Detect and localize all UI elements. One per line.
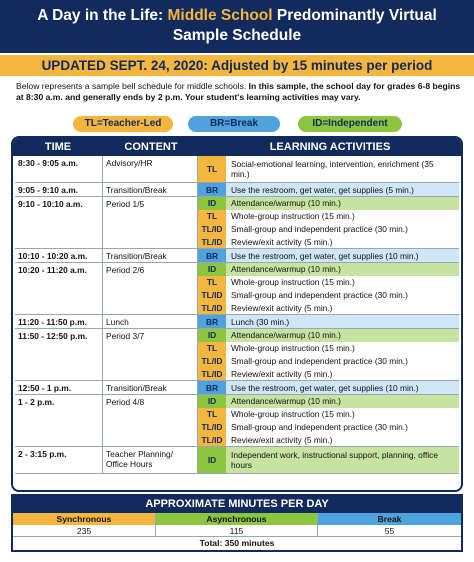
minutes-title: APPROXIMATE MINUTES PER DAY	[13, 496, 461, 513]
row-activities	[198, 329, 459, 380]
title-prefix: A Day in the Life:	[37, 7, 168, 24]
row-activities	[198, 381, 459, 394]
activity-tag: TL	[198, 156, 226, 182]
activity-item	[198, 433, 459, 446]
activity-item	[198, 249, 459, 262]
schedule-row	[15, 329, 459, 381]
row-activities	[198, 156, 459, 182]
activity-description: Whole-group instruction (15 min.)	[226, 210, 459, 223]
schedule-row	[15, 156, 459, 183]
activity-item	[198, 315, 459, 328]
row-time: 11:50 - 12:50 p.m.	[15, 329, 103, 380]
activity-description: Review/exit activity (5 min.)	[226, 235, 459, 248]
activity-tag: TL/ID	[198, 235, 226, 248]
activity-description: Small-group and independent practice (30 min.)	[226, 355, 459, 368]
row-time: 9:10 - 10:10 a.m.	[15, 197, 103, 248]
row-activities	[198, 197, 459, 248]
synchronous-label: Synchronous	[13, 513, 155, 525]
schedule-row	[15, 381, 459, 395]
row-activities	[198, 263, 459, 314]
break-value: 55	[318, 525, 461, 537]
schedule-row	[15, 197, 459, 249]
row-content: Lunch	[103, 315, 198, 328]
activity-item	[198, 183, 459, 196]
activity-tag: ID	[198, 329, 226, 342]
row-content: Period 2/6	[103, 263, 198, 314]
activity-item	[198, 367, 459, 380]
schedule-rows	[15, 156, 459, 474]
activity-item	[198, 235, 459, 248]
activity-description: Independent work, instructional support, planning, office hours	[226, 447, 459, 473]
row-time: 8:30 - 9:05 a.m.	[15, 156, 103, 182]
schedule-row	[15, 447, 459, 474]
activity-tag: TL	[198, 276, 226, 289]
activity-description: Whole-group instruction (15 min.)	[226, 276, 459, 289]
activity-description: Review/exit activity (5 min.)	[226, 433, 459, 446]
intro-plain: Below represents a sample bell schedule for middle schools.	[16, 81, 249, 91]
activity-description: Small-group and independent practice (30 min.)	[226, 223, 459, 236]
activity-tag: TL/ID	[198, 421, 226, 434]
row-content: Transition/Break	[103, 381, 198, 394]
title-highlight: Middle School	[167, 7, 273, 24]
activity-tag: TL/ID	[198, 433, 226, 446]
activity-tag: TL/ID	[198, 301, 226, 314]
intro-bold: In this sample, the school day for grades 6-8 begins at 8:30 a.m. and generally ends by 2 p.m. Your student's learning activities may vary.	[16, 81, 461, 102]
row-time: 10:10 - 10:20 a.m.	[15, 249, 103, 262]
activity-item	[198, 355, 459, 368]
schedule-row	[15, 315, 459, 329]
row-time: 10:20 - 11:20 a.m.	[15, 263, 103, 314]
minutes-total: Total: 350 minutes	[199, 538, 275, 548]
row-content: Period 4/8	[103, 395, 198, 446]
activity-item	[198, 156, 459, 182]
activity-item	[198, 301, 459, 314]
activity-description: Review/exit activity (5 min.)	[226, 301, 459, 314]
row-time: 1 - 2 p.m.	[15, 395, 103, 446]
activity-description: Small-group and independent practice (30 min.)	[226, 421, 459, 434]
activity-item	[198, 210, 459, 223]
row-content: Transition/Break	[103, 183, 198, 196]
updated-banner: UPDATED SEPT. 24, 2020: Adjusted by 15 minutes per period	[0, 55, 474, 76]
activity-item	[198, 395, 459, 408]
activity-tag: TL	[198, 210, 226, 223]
activity-description: Use the restroom, get water, get supplies (10 min.)	[226, 381, 459, 394]
activity-tag: BR	[198, 183, 226, 196]
activity-description: Attendance/warmup (10 min.)	[226, 395, 459, 408]
activity-item	[198, 197, 459, 210]
schedule-row	[15, 183, 459, 197]
activity-description: Attendance/warmup (10 min.)	[226, 329, 459, 342]
activity-tag: ID	[198, 447, 226, 473]
activity-tag: TL/ID	[198, 223, 226, 236]
row-activities	[198, 395, 459, 446]
activity-tag: TL	[198, 342, 226, 355]
activity-description: Review/exit activity (5 min.)	[226, 367, 459, 380]
activity-tag: ID	[198, 395, 226, 408]
schedule-row	[15, 395, 459, 447]
activity-item	[198, 447, 459, 473]
page-subtitle: Sample Schedule	[172, 27, 302, 44]
activity-item	[198, 421, 459, 434]
activity-tag: BR	[198, 249, 226, 262]
row-activities	[198, 447, 459, 473]
row-content: Period 3/7	[103, 329, 198, 380]
schedule-row	[15, 263, 459, 315]
page-title	[0, 0, 474, 26]
row-activities	[198, 183, 459, 196]
activity-tag: TL	[198, 408, 226, 421]
break-label: Break	[318, 513, 461, 525]
header-content: CONTENT	[103, 138, 199, 156]
page-header	[0, 0, 474, 53]
activity-description: Attendance/warmup (10 min.)	[226, 263, 459, 276]
row-time: 12:50 - 1 p.m.	[15, 381, 103, 394]
row-time: 2 - 3:15 p.m.	[15, 447, 103, 473]
activity-item	[198, 342, 459, 355]
activity-item	[198, 263, 459, 276]
activity-tag: BR	[198, 315, 226, 328]
asynchronous-column	[155, 513, 317, 537]
title-suffix: Predominantly Virtual	[272, 7, 437, 24]
activity-item	[198, 408, 459, 421]
legend-teacher-led: TL=Teacher-Led	[73, 116, 173, 132]
activity-description: Whole-group instruction (15 min.)	[226, 342, 459, 355]
synchronous-column	[13, 513, 155, 537]
row-content: Teacher Planning/ Office Hours	[103, 447, 198, 473]
legend-independent: ID=Independent	[298, 116, 402, 132]
row-content: Period 1/5	[103, 197, 198, 248]
activity-description: Small-group and independent practice (30 min.)	[226, 289, 459, 302]
activity-description: Whole-group instruction (15 min.)	[226, 408, 459, 421]
activity-tag: BR	[198, 381, 226, 394]
intro-text	[16, 81, 466, 103]
row-time: 11:20 - 11:50 p.m.	[15, 315, 103, 328]
synchronous-value: 235	[13, 525, 155, 537]
asynchronous-label: Asynchronous	[156, 513, 317, 525]
activity-tag: TL/ID	[198, 367, 226, 380]
minutes-summary	[11, 494, 463, 552]
activity-item	[198, 276, 459, 289]
activity-tag: ID	[198, 263, 226, 276]
activity-item	[198, 223, 459, 236]
asynchronous-value: 115	[156, 525, 317, 537]
row-activities	[198, 249, 459, 262]
activity-description: Attendance/warmup (10 min.)	[226, 197, 459, 210]
legend-break: BR=Break	[188, 116, 280, 132]
activity-item	[198, 289, 459, 302]
activity-tag: TL/ID	[198, 289, 226, 302]
activity-description: Use the restroom, get water, get supplies (5 min.)	[226, 183, 459, 196]
row-content: Transition/Break	[103, 249, 198, 262]
activity-description: Social-emotional learning, intervention, enrichment (35 min.)	[226, 156, 459, 182]
activity-item	[198, 381, 459, 394]
activity-description: Lunch (30 min.)	[226, 315, 459, 328]
activity-tag: TL/ID	[198, 355, 226, 368]
activity-item	[198, 329, 459, 342]
activity-description: Use the restroom, get water, get supplies (10 min.)	[226, 249, 459, 262]
row-activities	[198, 315, 459, 328]
row-time: 9:05 - 9:10 a.m.	[15, 183, 103, 196]
schedule-table	[11, 136, 463, 492]
activity-tag: ID	[198, 197, 226, 210]
header-time: TIME	[13, 138, 103, 156]
minutes-grid	[13, 513, 461, 537]
row-content: Advisory/HR	[103, 156, 198, 182]
schedule-row	[15, 249, 459, 263]
header-activities: LEARNING ACTIVITIES	[199, 138, 461, 156]
break-column	[317, 513, 461, 537]
